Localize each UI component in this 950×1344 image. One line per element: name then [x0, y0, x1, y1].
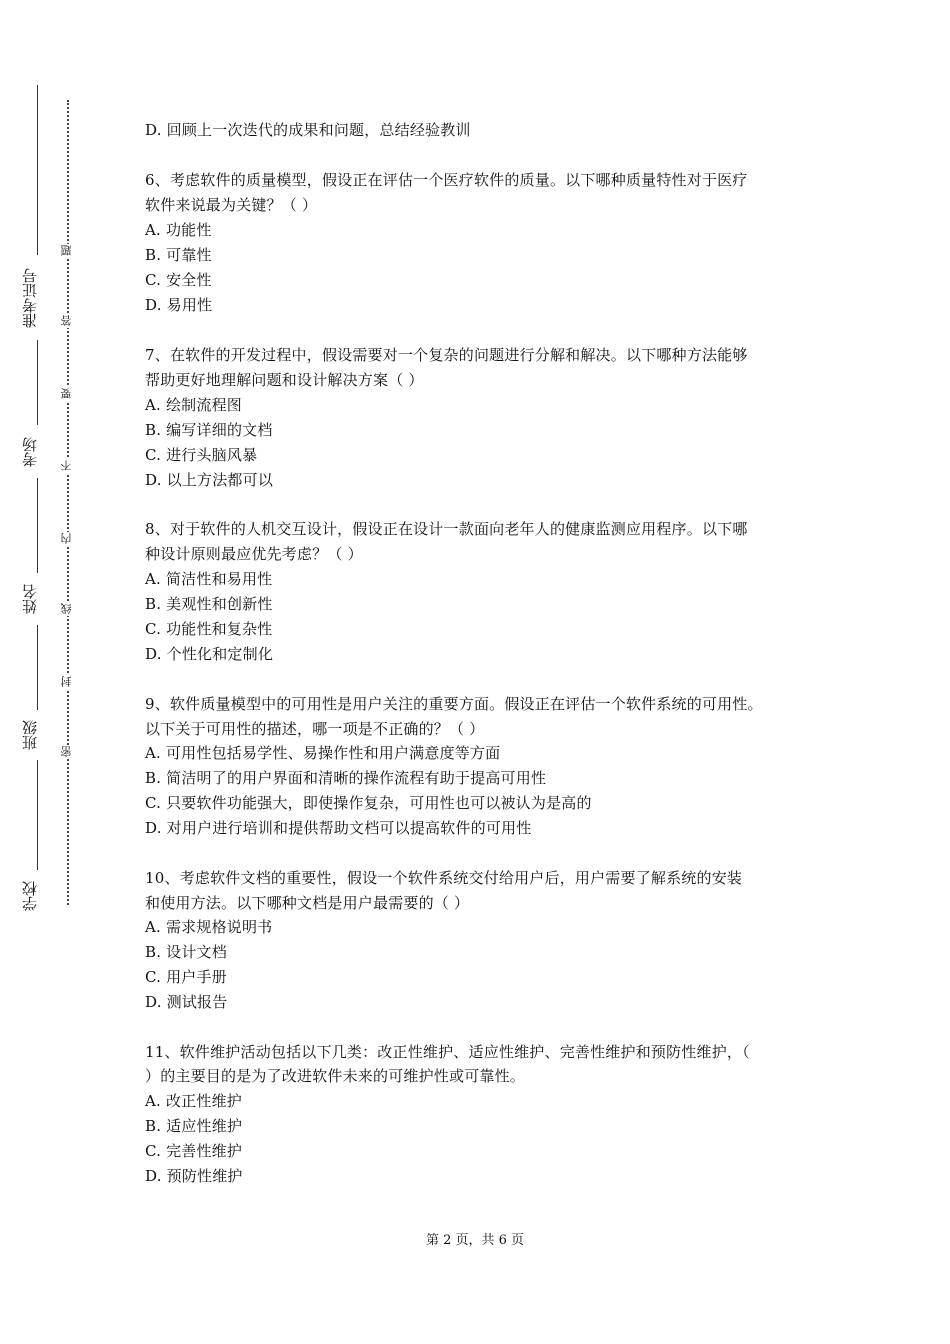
name-label: 姓名 — [21, 584, 39, 615]
q8-option-b: B. 美观性和创新性 — [145, 595, 273, 613]
q7-option-c: C. 进行头脑风暴 — [145, 446, 258, 464]
seal-dotted-line — [67, 100, 69, 905]
q11-option-b: B. 适应性维护 — [145, 1117, 243, 1135]
q8-option-d: D. 个性化和定制化 — [145, 645, 274, 663]
seal-char: 内 — [60, 533, 73, 545]
field-line — [37, 85, 38, 255]
seal-char: 密 — [60, 746, 73, 758]
q8-stem-line2: 种设计原则最应优先考虑？（ ） — [145, 545, 363, 563]
exam-room-label: 考场 — [21, 437, 39, 468]
q9-stem-line1: 9、软件质量模型中的可用性是用户关注的重要方面。假设正在评估一个软件系统的可用性。 — [145, 695, 763, 713]
q9-option-c: C. 只要软件功能强大，即使操作复杂，可用性也可以被认为是高的 — [145, 794, 592, 812]
seal-char: 不 — [60, 460, 73, 472]
q6-option-d: D. 易用性 — [145, 296, 213, 314]
q6-stem-line1: 6、考虑软件的质量模型，假设正在评估一个医疗软件的质量。以下哪种质量特性对于医疗 — [145, 171, 748, 189]
q10-stem-line2: 和使用方法。以下哪种文档是用户最需要的（ ） — [145, 894, 470, 912]
q7-option-b: B. 编写详细的文档 — [145, 421, 273, 439]
field-line — [37, 478, 38, 573]
field-line — [37, 625, 38, 710]
q10-option-a: A. 需求规格说明书 — [145, 918, 273, 936]
q11-option-c: C. 完善性维护 — [145, 1142, 243, 1160]
seal-char: 要 — [60, 388, 73, 400]
q8-option-c: C. 功能性和复杂性 — [145, 620, 273, 638]
q9-option-a: A. 可用性包括易学性、易操作性和用户满意度等方面 — [145, 744, 501, 762]
q10-stem-line1: 10、考虑软件文档的重要性，假设一个软件系统交付给用户后，用户需要了解系统的安装 — [145, 869, 743, 887]
q6-option-b: B. 可靠性 — [145, 246, 212, 264]
seal-char: 答 — [60, 315, 73, 327]
seal-char: 封 — [60, 676, 73, 688]
q6-stem-line2: 软件来说最为关键？（ ） — [145, 196, 318, 214]
q7-stem-line1: 7、在软件的开发过程中，假设需要对一个复杂的问题进行分解和解决。以下哪种方法能够 — [145, 346, 748, 364]
field-line — [37, 760, 38, 870]
q7-option-a: A. 绘制流程图 — [145, 396, 242, 414]
q11-stem-line1: 11、软件维护活动包括以下几类：改正性维护、适应性维护、完善性维护和预防性维护，（ — [145, 1043, 750, 1061]
q8-stem-line1: 8、对于软件的人机交互设计，假设正在设计一款面向老年人的健康监测应用程序。以下哪 — [145, 520, 748, 538]
field-line — [37, 340, 38, 425]
page-number: 第 2 页，共 6 页 — [425, 1233, 525, 1248]
q9-option-d: D. 对用户进行培训和提供帮助文档可以提高软件的可用性 — [145, 819, 532, 837]
q7-option-d: D. 以上方法都可以 — [145, 471, 274, 489]
q9-option-b: B. 简洁明了的用户界面和清晰的操作流程有助于提高可用性 — [145, 769, 547, 787]
seal-char: 题 — [60, 245, 73, 257]
exam-id-label: 准考证号 — [21, 268, 39, 328]
q10-option-c: C. 用户手册 — [145, 968, 227, 986]
q10-option-d: D. 测试报告 — [145, 993, 228, 1011]
q6-option-c: C. 安全性 — [145, 271, 212, 289]
q11-stem-line2: ）的主要目的是为了改进软件未来的可维护性或可靠性。 — [145, 1067, 526, 1085]
school-label: 学校 — [21, 881, 39, 912]
q7-stem-line2: 帮助更好地理解问题和设计解决方案（ ） — [145, 371, 424, 389]
q8-option-a: A. 简洁性和易用性 — [145, 570, 273, 588]
q10-option-b: B. 设计文档 — [145, 943, 227, 961]
seal-char: 线 — [60, 603, 73, 615]
q9-stem-line2: 以下关于可用性的描述，哪一项是不正确的？（ ） — [145, 720, 485, 738]
q11-option-a: A. 改正性维护 — [145, 1092, 242, 1110]
class-label: 班级 — [21, 720, 39, 751]
binding-margin — [0, 0, 110, 1344]
q6-option-a: A. 功能性 — [145, 221, 212, 239]
q5-option-d: D. 回顾上一次迭代的成果和问题，总结经验教训 — [145, 121, 471, 139]
q11-option-d: D. 预防性维护 — [145, 1167, 243, 1185]
